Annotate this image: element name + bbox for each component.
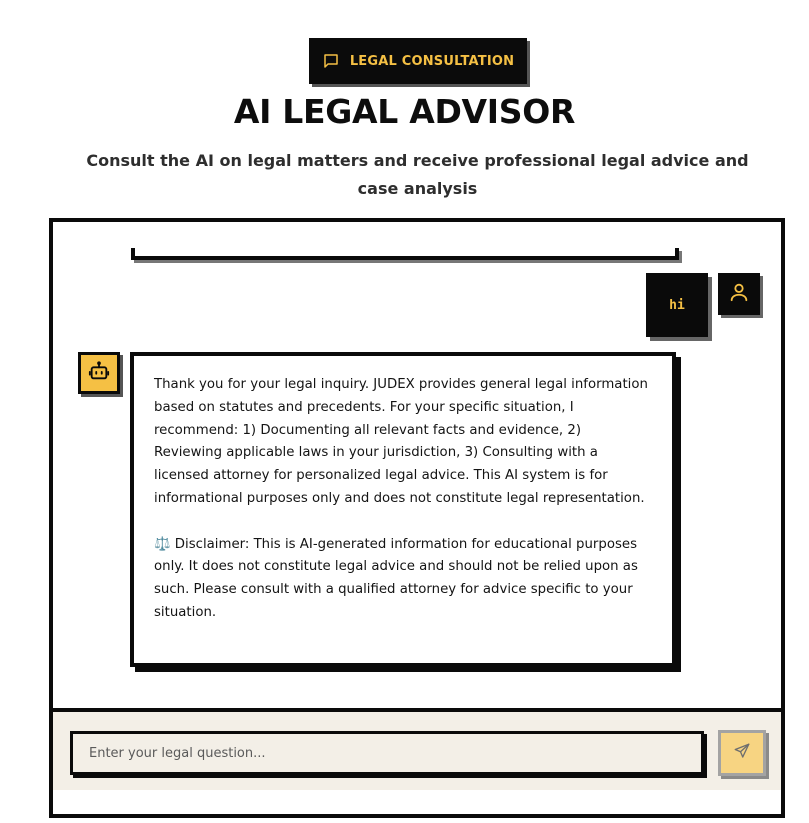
chat-bubble-icon xyxy=(322,52,340,70)
assistant-avatar xyxy=(78,352,120,394)
page-subtitle: Consult the AI on legal matters and receive professional legal advice and case analysis xyxy=(86,151,749,198)
page-title: AI LEGAL ADVISOR xyxy=(233,92,576,131)
send-button[interactable] xyxy=(718,730,766,776)
message-composer xyxy=(53,708,781,790)
legal-question-input[interactable] xyxy=(70,731,704,775)
badge-label: LEGAL CONSULTATION xyxy=(349,53,515,69)
user-icon xyxy=(728,281,750,307)
chat-panel xyxy=(49,218,785,818)
user-message-bubble xyxy=(646,273,708,337)
assistant-message-paragraph: Thank you for your legal inquiry. JUDEX provides general legal information based on statutes and precedents. For your specific situation, I recommend: 1) Documenting all relevant facts and evidence, 2) Reviewing applicable laws in your jurisdiction, 3) Consulting with a licensed attorney for personalized legal advice. This AI system is for informational purposes only and does not constitute legal representation. xyxy=(154,377,648,506)
assistant-disclaimer-paragraph: ⚖️ Disclaimer: This is AI-generated information for educational purposes only. It does not constitute legal advice and should not be relied upon as such. Please consult with a qualified attorney for advice specific to your situation. xyxy=(154,536,638,620)
user-avatar xyxy=(718,273,760,315)
legal-consultation-badge xyxy=(309,38,527,84)
robot-icon xyxy=(88,360,110,386)
send-icon xyxy=(733,742,751,764)
user-message-text: hi xyxy=(669,297,685,313)
chat-top-divider xyxy=(131,248,679,260)
assistant-message-bubble xyxy=(130,352,676,667)
